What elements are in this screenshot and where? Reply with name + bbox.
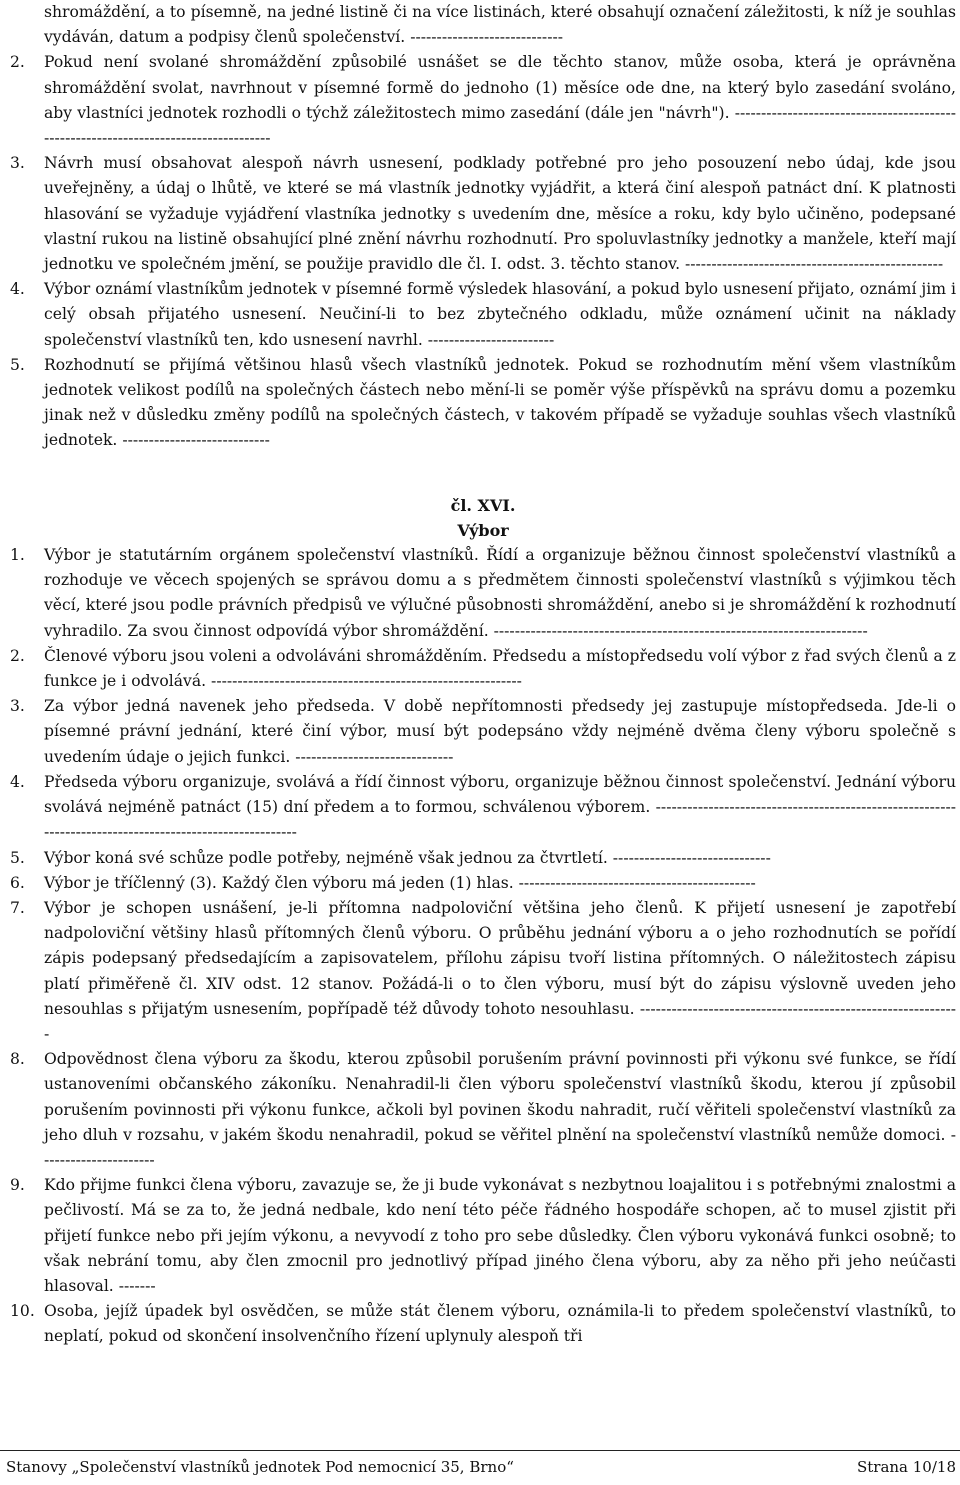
item-number: 1. bbox=[10, 546, 25, 565]
item-number: 10. bbox=[10, 1302, 35, 1321]
item-number: 2. bbox=[10, 646, 25, 665]
list-item bbox=[10, 1173, 956, 1299]
list-item bbox=[10, 543, 956, 644]
list-item bbox=[10, 694, 956, 770]
item-text: Výbor koná své schůze podle potřeby, nejméně však jednou za čtvrtletí. ------------------------------ bbox=[44, 848, 771, 867]
article-title: Výbor bbox=[457, 520, 509, 540]
list-item bbox=[10, 1299, 956, 1349]
item-text: Výbor je schopen usnášení, je-li přítomna nadpoloviční většina jeho členů. K přijetí usnesení je zapotřebí nadpoloviční většiny hlasů přítomných členů výboru. O průběhu jednání výboru a o jeho rozhodnutích se pořídí zápis podepsaný předsedajícím a zapisovatelem, přílohu zápisu tvoří listina přítomných. O náležitostech zápisu platí přiměřeně čl. XIV odst. 12 stanov. Požádá-li o to člen výboru, musí být do zápisu výslovně uveden jeho nesouhlas s přijatým usnesením, popřípadě též důvody tohoto nesouhlasu. ------------------------------------------------------------- bbox=[44, 898, 956, 1043]
item-text: Předseda výboru organizuje, svolává a řídí činnost výboru, organizuje běžnou činnost společenství. Jednání výboru svolává nejméně patnáct (15) dní předem a to formou, schválenou výborem. --------------------------------------------------------------------------------------------------------- bbox=[44, 772, 956, 842]
item-number: 5. bbox=[10, 848, 25, 867]
section-spacer bbox=[10, 454, 956, 493]
item-text: Výbor oznámí vlastníkům jednotek v písemné formě výsledek hlasování, a pokud bylo usnesení přijato, oznámí jim i celý obsah přijatého usnesení. Neučiní-li to bez zbytečného odkladu, může oznámení učinit na náklady společenství vlastníků ten, kdo usnesení navrhl. ------------------------ bbox=[44, 280, 956, 349]
document-body bbox=[10, 0, 956, 1350]
item-text: Výbor je statutárním orgánem společenství vlastníků. Řídí a organizuje běžnou činnost společenství vlastníků a rozhoduje ve věcech spojených se správou domu a s předmětem činnosti společenství vlastníků s výjimkou těch věcí, které jsou podle právních předpisů ve výlučné působnosti shromáždění, anebo si je shromáždění k rozhodnutí vyhradilo. Za svou činnost odpovídá výbor shromáždění. ----------------------------------------------------------------------- bbox=[44, 546, 956, 640]
item-number: 6. bbox=[10, 873, 25, 892]
list-item bbox=[10, 277, 956, 353]
item-number: 4. bbox=[10, 280, 25, 299]
item-number: 2. bbox=[10, 53, 25, 72]
item-number: 5. bbox=[10, 355, 25, 374]
list-item bbox=[10, 871, 956, 896]
list-item bbox=[10, 846, 956, 871]
item-number: 7. bbox=[10, 898, 25, 917]
item-number: 9. bbox=[10, 1176, 25, 1195]
list-item bbox=[10, 353, 956, 454]
section-xvi-list bbox=[10, 543, 956, 1350]
section-xv-list bbox=[10, 50, 956, 453]
article-number: čl. XVI. bbox=[450, 495, 516, 515]
list-item bbox=[10, 896, 956, 1047]
item-number: 3. bbox=[10, 697, 25, 716]
footer-document-title: Stanovy „Společenství vlastníků jednotek Pod nemocnicí 35, Brno“ bbox=[6, 1458, 514, 1476]
item-number: 8. bbox=[10, 1050, 25, 1069]
list-item bbox=[10, 644, 956, 694]
item-text: Za výbor jedná navenek jeho předseda. V době nepřítomnosti předsedy jej zastupuje místopředseda. Jde-li o písemné právní jednání, které činí výbor, musí být podepsáno vždy nejméně dvěma členy výboru společně s uvedením údaje o jejich funkci. ------------------------------ bbox=[44, 697, 956, 766]
item-text: Rozhodnutí se přijímá většinou hlasů všech vlastníků jednotek. Pokud se rozhodnutím mění všem vlastníkům jednotek velikost podílů na společných částech nebo mění-li se poměr výše příspěvků na správu domu a pozemku jinak než v důsledku změny podílů na společných částech, v takovém případě se vyžaduje souhlas všech vlastníků jednotek. ---------------------------- bbox=[44, 355, 956, 450]
item-number: 3. bbox=[10, 154, 25, 173]
list-item bbox=[10, 770, 956, 846]
item-text: Odpovědnost člena výboru za škodu, kterou způsobil porušením právní povinnosti při výkonu své funkce, se řídí ustanoveními občanského zákoníku. Nenahradil-li člen výboru společenství vlastníků škodu, kterou jí způsobil porušením povinnosti při výkonu funkce, ačkoli byl povinen škodu nahradit, ručí věřiteli společenství vlastníků za jeho dluh v rozsahu, v jakém škodu nenahradil, pokud se věřitel plnění na společenství vlastníků nemůže domoci. ---------------------- bbox=[44, 1050, 956, 1169]
item-number: 4. bbox=[10, 772, 25, 791]
footer-page-number: Strana 10/18 bbox=[856, 1458, 956, 1476]
list-item bbox=[10, 151, 956, 277]
item-text: Členové výboru jsou voleni a odvoláváni shromážděním. Předsedu a místopředsedu volí výbor z řad svých členů a z funkce je i odvolává. ----------------------------------------------------------- bbox=[44, 646, 956, 691]
list-item bbox=[10, 1047, 956, 1173]
item-text: Osoba, jejíž úpadek byl osvědčen, se může stát členem výboru, oznámila-li to předem společenství vlastníků, to neplatí, pokud od skončení insolvenčního řízení uplynuly alespoň tři bbox=[44, 1302, 956, 1346]
item-text: Návrh musí obsahovat alespoň návrh usnesení, podklady potřebné pro jeho posouzení nebo údaj, kde jsou uveřejněny, a údaj o lhůtě, ve které se má vlastník jednotky vyjádřit, a která činí alespoň patnáct dní. K platnosti hlasování se vyžaduje vyjádření vlastníka jednotky s uvedením dne, měsíce a roku, kdy bylo učiněno, podepsané vlastní rukou na listině obsahující plné znění návrhu rozhodnutí. Pro spoluvlastníky jednotky a manžele, kteří mají jednotku ve společném jmění, se použije pravidlo dle čl. I. odst. 3. těchto stanov. ------------------------------------------------- bbox=[44, 154, 956, 274]
continuation-paragraph: shromáždění, a to písemně, na jedné listině či na více listinách, které obsahují označení záležitosti, k níž je souhlas vydáván, datum a podpisy členů společenství. ----------------------------- bbox=[44, 3, 956, 47]
item-text: Pokud není svolané shromáždění způsobilé usnášet se dle těchto stanov, může osoba, která je oprávněna shromáždění svolat, navrhnout v písemné formě do jednoho (1) měsíce ode dne, na který bylo zasedání svoláno, aby vlastníci jednotek rozhodli o týchž záležitostech mimo zasedání (dále jen "návrh"). ------------------------------------------------------------------------------------- bbox=[44, 53, 956, 148]
item-text: Kdo přijme funkci člena výboru, zavazuje se, že ji bude vykonávat s nezbytnou loajalitou i s potřebnými znalostmi a pečlivostí. Má se za to, že jedná nedbale, kdo není této péče řádného hospodáře schopen, ač to musel zjistit při přijetí funkce nebo při jejím výkonu, a nevyvodí z toho pro sebe důsledky. Člen výboru vykonává funkci osobně; to však nebrání tomu, aby člen zmocnil pro jednotlivý případ jiného člena výboru, aby za něho při jeho neúčasti hlasoval. ------- bbox=[44, 1176, 956, 1295]
item-text: Výbor je tříčlenný (3). Každý člen výboru má jeden (1) hlas. --------------------------------------------- bbox=[44, 873, 756, 892]
list-item bbox=[10, 50, 956, 151]
page-footer bbox=[0, 1450, 960, 1477]
